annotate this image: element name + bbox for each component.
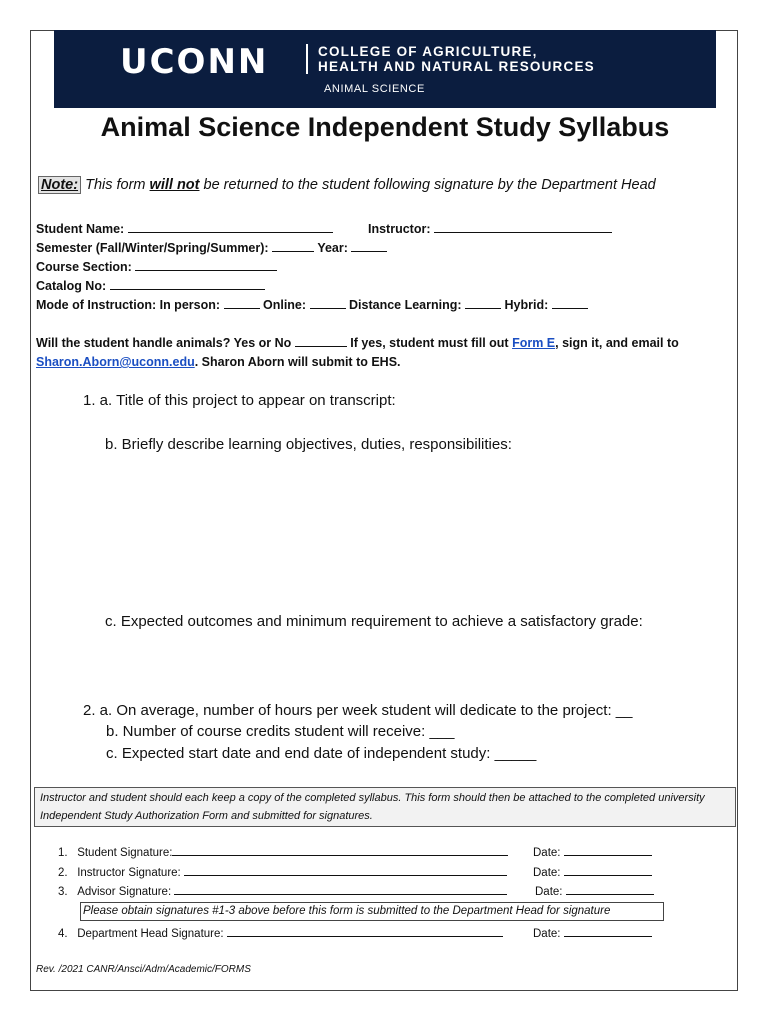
signature-row-student: 1. Student Signature: <box>58 845 508 859</box>
animal-handling-row-2: Sharon.Aborn@uconn.edu. Sharon Aborn will submit to EHS. <box>36 355 401 369</box>
question-1a: 1. a. Title of this project to appear on transcript: <box>83 392 396 409</box>
signature-row-department-head: 4. Department Head Signature: <box>58 926 503 940</box>
animal-handling-field[interactable] <box>295 336 347 347</box>
header-banner <box>54 30 716 108</box>
logo-divider <box>306 44 308 74</box>
department-head-signature-field[interactable] <box>227 926 503 937</box>
student-name-row: Student Name: <box>36 222 333 236</box>
course-section-row: Course Section: <box>36 260 277 274</box>
in-person-field[interactable] <box>224 298 260 309</box>
student-name-field[interactable] <box>128 222 333 233</box>
instructor-row: Instructor: <box>368 222 612 236</box>
question-1b: b. Briefly describe learning objectives, duties, responsibilities: <box>105 436 512 453</box>
date-row-student: Date: <box>533 845 652 859</box>
uconn-logo: UCONN <box>120 42 269 82</box>
question-2c: c. Expected start date and end date of independent study: _____ <box>106 745 537 762</box>
signature-row-instructor: 2. Instructor Signature: <box>58 865 507 879</box>
page-title: Animal Science Independent Study Syllabus <box>100 112 670 142</box>
college-name: COLLEGE OF AGRICULTURE, HEALTH AND NATURAL RESOURCES <box>318 44 595 74</box>
question-2a: 2. a. On average, number of hours per week student will dedicate to the project: __ <box>83 702 633 719</box>
semester-field[interactable] <box>272 241 314 252</box>
revision-footer: Rev. /2021 CANR/Ansci/Adm/Academic/FORMS <box>36 964 251 975</box>
date-row-advisor: Date: <box>535 884 654 898</box>
instructor-date-field[interactable] <box>564 865 652 876</box>
signature-row-advisor: 3. Advisor Signature: <box>58 884 507 898</box>
email-link[interactable]: Sharon.Aborn@uconn.edu <box>36 355 195 369</box>
question-2b: b. Number of course credits student will receive: ___ <box>106 723 455 740</box>
online-field[interactable] <box>310 298 346 309</box>
mode-of-instruction-row: Mode of Instruction: In person: Online: Distance Learning: Hybrid: <box>36 298 588 312</box>
advisor-signature-field[interactable] <box>174 884 507 895</box>
year-field[interactable] <box>351 241 387 252</box>
catalog-no-field[interactable] <box>110 279 265 290</box>
note-line: Note: This form will not be returned to the student following signature by the Department Head <box>38 177 656 193</box>
distance-learning-field[interactable] <box>465 298 501 309</box>
instructor-field[interactable] <box>434 222 612 233</box>
note-emphasis: will not <box>149 177 200 193</box>
student-date-field[interactable] <box>564 845 652 856</box>
signature-order-note: Please obtain signatures #1-3 above before this form is submitted to the Department Head for signature <box>80 902 664 921</box>
animal-handling-row: Will the student handle animals? Yes or No If yes, student must fill out Form E, sign it, and email to <box>36 336 679 350</box>
note-label: Note: <box>38 176 81 194</box>
date-row-department-head: Date: <box>533 926 652 940</box>
instructions-text: Instructor and student should each keep a copy of the completed syllabus. This form should then be attached to the completed university Independent Study Authorization Form and submitted for signatures. <box>40 792 705 822</box>
form-e-link[interactable]: Form E <box>512 336 556 350</box>
instructor-signature-field[interactable] <box>184 865 507 876</box>
question-1c: c. Expected outcomes and minimum requirement to achieve a satisfactory grade: <box>105 613 643 630</box>
department-head-date-field[interactable] <box>564 926 652 937</box>
student-signature-field[interactable] <box>172 845 508 856</box>
department-name: ANIMAL SCIENCE <box>324 83 425 95</box>
course-section-field[interactable] <box>135 260 277 271</box>
advisor-date-field[interactable] <box>566 884 654 895</box>
semester-row: Semester (Fall/Winter/Spring/Summer): Year: <box>36 241 387 255</box>
date-row-instructor: Date: <box>533 865 652 879</box>
catalog-no-row: Catalog No: <box>36 279 265 293</box>
hybrid-field[interactable] <box>552 298 588 309</box>
